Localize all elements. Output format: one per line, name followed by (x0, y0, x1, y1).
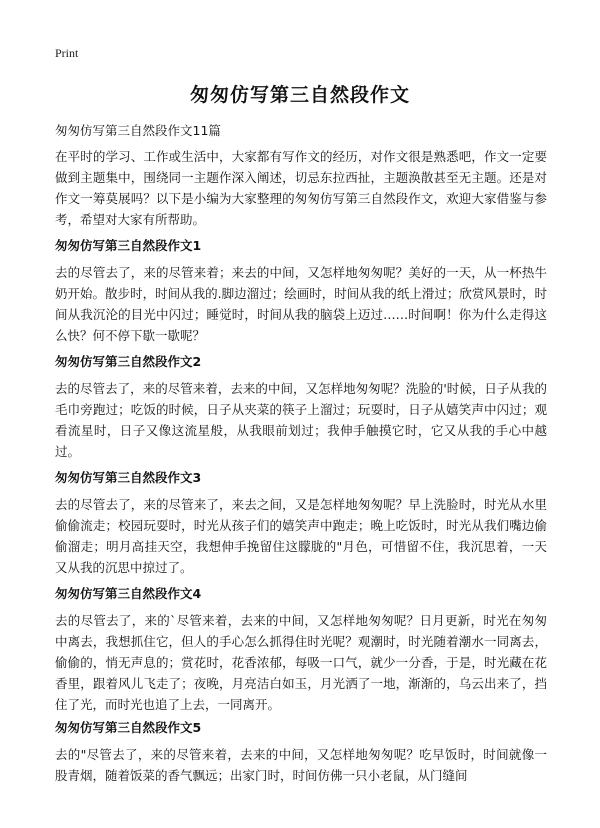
section-body: 去的"尽管去了，来的尽管来着，去来的中间，又怎样地匆匆呢？吃早饭时，时间就像一股青烟，随着饭菜的香气飘远；出家门时，时间仿佛一只小老鼠，从门缝间 (55, 747, 547, 783)
intro-paragraph: 在平时的学习、工作或生活中，大家都有写作文的经历，对作文很是熟悉吧，作文一定要做到主题集中，围绕同一主题作深入阐述，切忌东拉西扯，主题涣散甚至无主题。还是对作文一筹莫展吗？以下是小编为大家整理的匆匆仿写第三自然段作文，欢迎大家借鉴与参考，希望对大家有所帮助。 (55, 149, 547, 227)
section-body: 去的尽管去了，来的尽管来着，去来的中间，又怎样地匆匆呢？洗脸的'时候，日子从我的毛巾旁跑过；吃饭的时候，日子从夹菜的筷子上溜过；玩耍时，日子从嬉笑声中闪过；观看流星时，日子又像这流星般，从我眼前划过；我伸手触摸它时，它又从我的手心中越过。 (55, 381, 547, 459)
section-body: 去的尽管去了，来的尽管来着；来去的中间，又怎样地匆匆呢？美好的一天，从一杯热牛奶开始。散步时，时间从我的.脚边溜过；绘画时，时间从我的纸上滑过；欣赏风景时，时间从我沉沦的目光中闪过；睡觉时，时间从我的脑袋上迈过……时间啊！你为什么走得这么快？何不停下歇一歇呢？ (55, 265, 547, 343)
section-heading: 匆匆仿写第三自然段作文2 (55, 354, 202, 369)
section-heading: 匆匆仿写第三自然段作文5 (55, 720, 202, 735)
section-body: 去的尽管去了，来的尽管来了，来去之间，又是怎样地匆匆呢？早上洗脸时，时光从水里偷偷流走；校园玩耍时，时光从孩子们的嬉笑声中跑走；晚上吃饭时，时光从我们嘴边偷偷溜走；明月高挂天空，我想伸手挽留住这朦胧的"月色，可惜留不住，我沉思着，一天又从我的沉思中掠过了。 (55, 497, 547, 575)
print-link[interactable]: Print (55, 46, 79, 60)
section-heading: 匆匆仿写第三自然段作文1 (55, 238, 202, 253)
page-title: 匆匆仿写第三自然段作文 (189, 84, 410, 106)
page-subtitle: 匆匆仿写第三自然段作文11篇 (55, 123, 221, 138)
section-heading: 匆匆仿写第三自然段作文3 (55, 470, 202, 485)
section-body: 去的尽管去了，来的`尽管来着，去来的中间，又怎样地匆匆呢？日月更新，时光在匆匆中离去，我想抓住它，但人的手心怎么抓得住时光呢？观潮时，时光随着潮水一同离去，偷偷的，悄无声息的；赏花时，花香浓郁，每吸一口气，就少一分香，于是，时光藏在花香里，跟着风儿飞走了；夜晚，月亮洁白如玉，月光洒了一地，渐渐的，乌云出来了，挡住了光，而时光也追了上去，一同离开。 (55, 613, 547, 712)
section-heading: 匆匆仿写第三自然段作文4 (55, 586, 202, 601)
